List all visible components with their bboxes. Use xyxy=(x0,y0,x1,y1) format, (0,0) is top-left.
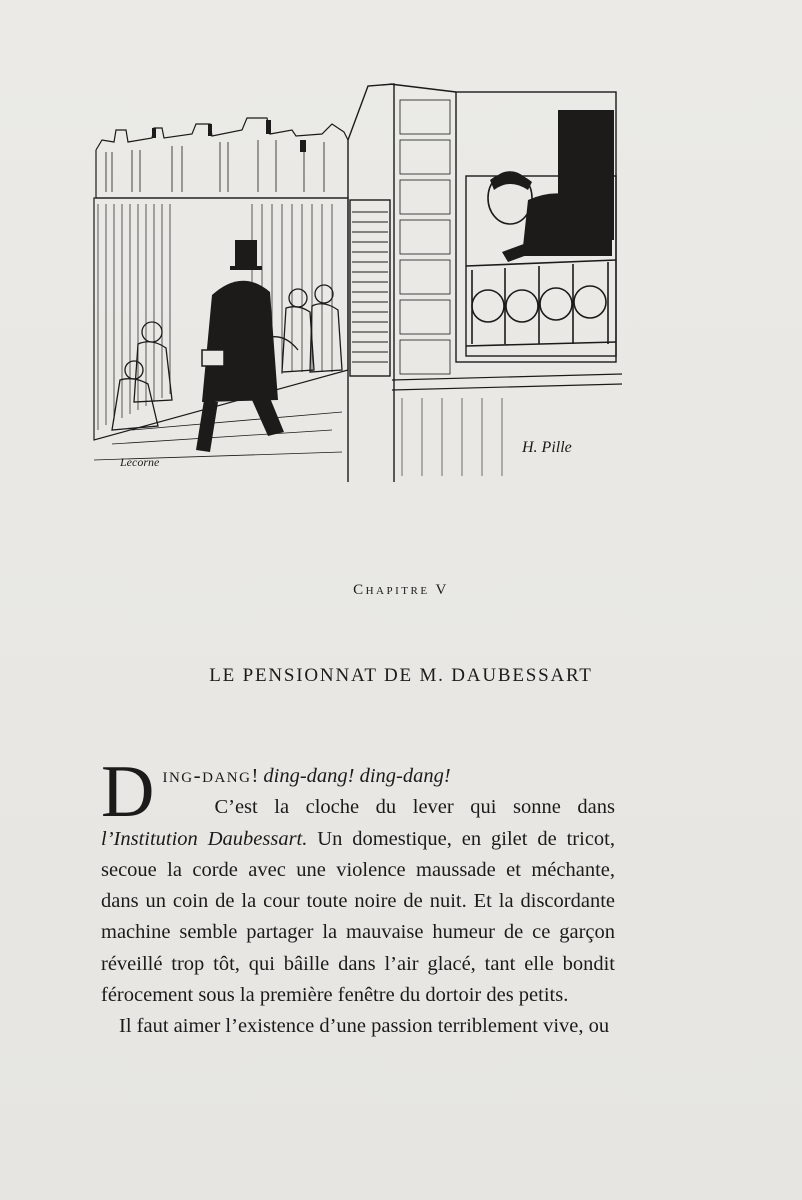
paragraph-1-rest: Un domestique, en gilet de tricot, secoue la corde avec une violence maussade et méchante, dans un coin de la cour toute noire de nuit. Et la discordante machine semble partager la mauvaise humeur de ce garçon réveillé trop tôt, qui bâille dans l’air glacé, tant elle bondit férocement sous la première fenêtre du dortoir des petits. xyxy=(101,827,615,1007)
chapter-body-text xyxy=(101,751,615,1043)
opening-caps: ing-dang xyxy=(162,763,252,787)
chapter-illustration xyxy=(92,80,628,482)
paragraph-opening xyxy=(101,751,615,1011)
paragraph-1-start: C’est la cloche du lever qui sonne dans xyxy=(214,796,615,819)
svg-text:Lecorne: Lecorne xyxy=(120,455,160,469)
institution-name: l’Institution Daubessart. xyxy=(101,827,308,850)
paragraph-2: Il faut aimer l’existence d’une passion terriblement vive, ou xyxy=(119,1015,610,1038)
opening-punct: ! xyxy=(251,765,264,787)
drop-cap: D xyxy=(101,751,155,833)
opening-italic: ding-dang! ding-dang! xyxy=(263,765,451,787)
chapter-number: Chapitre V xyxy=(353,582,449,598)
svg-text:H. Pille: H. Pille xyxy=(522,439,572,456)
chapter-title: LE PENSIONNAT DE M. DAUBESSART xyxy=(209,665,593,686)
